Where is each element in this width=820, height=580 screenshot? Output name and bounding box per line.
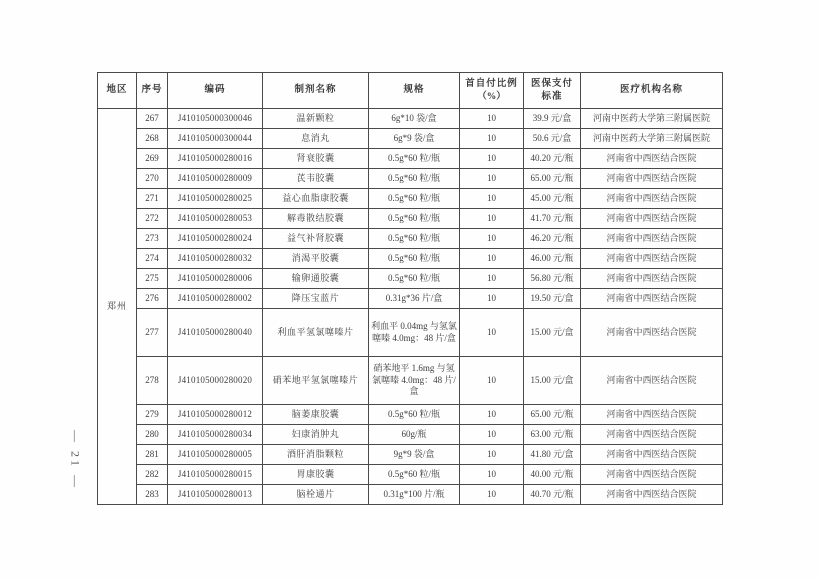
cell-spec: 0.5g*60 粒/瓶 [369,249,460,269]
cell-copay: 10 [460,129,524,149]
reimbursement-table [97,72,723,505]
col-header-hospital: 医疗机构名称 [581,73,723,109]
cell-standard: 41.70 元/瓶 [524,209,581,229]
table-row [98,109,723,129]
table-row [98,405,723,425]
cell-index: 272 [137,209,168,229]
cell-hospital: 河南省中西医结合医院 [581,229,723,249]
cell-standard: 40.00 元/瓶 [524,465,581,485]
cell-copay: 10 [460,405,524,425]
header-row [98,73,723,109]
cell-index: 273 [137,229,168,249]
cell-standard: 39.9 元/盒 [524,109,581,129]
table-row [98,485,723,505]
cell-code: J410105000280012 [168,405,263,425]
cell-copay: 10 [460,229,524,249]
cell-index: 269 [137,149,168,169]
cell-spec: 硝苯地平 1.6mg 与氢氯噻嗪 4.0mg：48 片/盒 [369,357,460,405]
cell-name: 息消丸 [263,129,369,149]
page-number: — 21 — [68,430,83,490]
table-row [98,445,723,465]
cell-code: J410105000300046 [168,109,263,129]
cell-index: 274 [137,249,168,269]
table-row [98,229,723,249]
cell-copay: 10 [460,209,524,229]
cell-code: J410105000280009 [168,169,263,189]
cell-index: 281 [137,445,168,465]
table-row [98,149,723,169]
cell-spec: 0.31g*36 片/盒 [369,289,460,309]
cell-standard: 40.20 元/瓶 [524,149,581,169]
cell-name: 脑栓通片 [263,485,369,505]
table-row [98,425,723,445]
cell-name: 解毒散结胶囊 [263,209,369,229]
cell-name: 硝苯地平氢氯噻嗪片 [263,357,369,405]
cell-spec: 9g*9 袋/盒 [369,445,460,465]
cell-index: 282 [137,465,168,485]
cell-spec: 6g*10 袋/盒 [369,109,460,129]
col-header-copay [460,73,524,109]
cell-name: 输卵通胶囊 [263,269,369,289]
cell-copay: 10 [460,357,524,405]
cell-code: J410105000280002 [168,289,263,309]
cell-standard: 40.70 元/瓶 [524,485,581,505]
cell-name: 温新颗粒 [263,109,369,129]
cell-copay: 10 [460,465,524,485]
cell-region: 郑州 [98,109,137,505]
cell-name: 肾衰胶囊 [263,149,369,169]
cell-hospital: 河南省中西医结合医院 [581,189,723,209]
col-header-code: 编码 [168,73,263,109]
cell-index: 283 [137,485,168,505]
cell-standard: 50.6 元/盒 [524,129,581,149]
col-header-region: 地区 [98,73,137,109]
cell-spec: 0.5g*60 粒/瓶 [369,405,460,425]
cell-hospital: 河南中医药大学第三附属医院 [581,129,723,149]
cell-standard: 45.00 元/瓶 [524,189,581,209]
cell-spec: 6g*9 袋/盒 [369,129,460,149]
cell-code: J410105000280034 [168,425,263,445]
cell-hospital: 河南省中西医结合医院 [581,445,723,465]
cell-index: 279 [137,405,168,425]
cell-hospital: 河南省中西医结合医院 [581,209,723,229]
table-row [98,209,723,229]
cell-copay: 10 [460,249,524,269]
cell-standard: 56.80 元/瓶 [524,269,581,289]
table-header [98,73,723,109]
cell-code: J410105000300044 [168,129,263,149]
table-row [98,129,723,149]
cell-code: J410105000280024 [168,229,263,249]
cell-hospital: 河南省中西医结合医院 [581,269,723,289]
col-header-copay-line2: （%） [477,91,506,102]
table-row [98,249,723,269]
cell-hospital: 河南省中西医结合医院 [581,485,723,505]
cell-spec: 0.5g*60 粒/瓶 [369,465,460,485]
cell-spec: 0.5g*60 粒/瓶 [369,209,460,229]
table-body [98,109,723,505]
cell-code: J410105000280005 [168,445,263,465]
cell-code: J410105000280025 [168,189,263,209]
cell-spec: 0.5g*60 粒/瓶 [369,169,460,189]
cell-spec: 0.5g*60 粒/瓶 [369,149,460,169]
cell-hospital: 河南省中西医结合医院 [581,149,723,169]
cell-copay: 10 [460,149,524,169]
cell-hospital: 河南省中西医结合医院 [581,357,723,405]
cell-name: 降压宝蓝片 [263,289,369,309]
cell-index: 268 [137,129,168,149]
cell-code: J410105000280013 [168,485,263,505]
cell-spec: 0.5g*60 粒/瓶 [369,269,460,289]
cell-copay: 10 [460,189,524,209]
cell-hospital: 河南省中西医结合医院 [581,405,723,425]
col-header-spec: 规格 [369,73,460,109]
cell-name: 消渴平胶囊 [263,249,369,269]
cell-hospital: 河南省中西医结合医院 [581,249,723,269]
cell-spec: 0.5g*60 粒/瓶 [369,229,460,249]
cell-code: J410105000280040 [168,309,263,357]
cell-hospital: 河南省中西医结合医院 [581,465,723,485]
cell-name: 脑萎康胶囊 [263,405,369,425]
cell-index: 276 [137,289,168,309]
col-header-name: 制剂名称 [263,73,369,109]
table-row [98,465,723,485]
table-row [98,289,723,309]
cell-code: J410105000280006 [168,269,263,289]
cell-standard: 65.00 元/瓶 [524,405,581,425]
cell-copay: 10 [460,309,524,357]
cell-name: 胃康胶囊 [263,465,369,485]
table-row [98,357,723,405]
cell-standard: 46.00 元/瓶 [524,249,581,269]
cell-name: 益气补肾胶囊 [263,229,369,249]
cell-index: 280 [137,425,168,445]
cell-spec: 60g/瓶 [369,425,460,445]
cell-index: 275 [137,269,168,289]
cell-index: 271 [137,189,168,209]
cell-copay: 10 [460,425,524,445]
cell-copay: 10 [460,109,524,129]
cell-code: J410105000280015 [168,465,263,485]
cell-hospital: 河南中医药大学第三附属医院 [581,109,723,129]
cell-spec: 利血平 0.04mg 与氢氯噻嗪 4.0mg：48 片/盒 [369,309,460,357]
cell-index: 267 [137,109,168,129]
cell-copay: 10 [460,269,524,289]
cell-code: J410105000280032 [168,249,263,269]
cell-hospital: 河南省中西医结合医院 [581,309,723,357]
table-row [98,169,723,189]
cell-name: 利血平氢氯噻嗪片 [263,309,369,357]
table-row [98,189,723,209]
cell-spec: 0.5g*60 粒/瓶 [369,189,460,209]
cell-standard: 15.00 元/盒 [524,357,581,405]
col-header-index: 序号 [137,73,168,109]
cell-index: 278 [137,357,168,405]
cell-standard: 19.50 元/盒 [524,289,581,309]
cell-copay: 10 [460,445,524,465]
col-header-standard: 医保支付标准 [524,73,581,109]
cell-standard: 46.20 元/瓶 [524,229,581,249]
cell-name: 芪韦胶囊 [263,169,369,189]
cell-hospital: 河南省中西医结合医院 [581,425,723,445]
table-row [98,269,723,289]
cell-hospital: 河南省中西医结合医院 [581,169,723,189]
cell-spec: 0.31g*100 片/瓶 [369,485,460,505]
cell-index: 270 [137,169,168,189]
cell-copay: 10 [460,485,524,505]
cell-copay: 10 [460,169,524,189]
cell-code: J410105000280053 [168,209,263,229]
cell-standard: 41.80 元/盒 [524,445,581,465]
cell-standard: 65.00 元/瓶 [524,169,581,189]
cell-index: 277 [137,309,168,357]
cell-code: J410105000280016 [168,149,263,169]
cell-code: J410105000280020 [168,357,263,405]
cell-name: 酒肝消脂颗粒 [263,445,369,465]
cell-standard: 63.00 元/瓶 [524,425,581,445]
table-row [98,309,723,357]
col-header-copay-line1: 首自付比例 [465,78,518,89]
cell-copay: 10 [460,289,524,309]
cell-standard: 15.00 元/盒 [524,309,581,357]
cell-name: 益心血脂康胶囊 [263,189,369,209]
cell-name: 妇康消肿丸 [263,425,369,445]
cell-hospital: 河南省中西医结合医院 [581,289,723,309]
